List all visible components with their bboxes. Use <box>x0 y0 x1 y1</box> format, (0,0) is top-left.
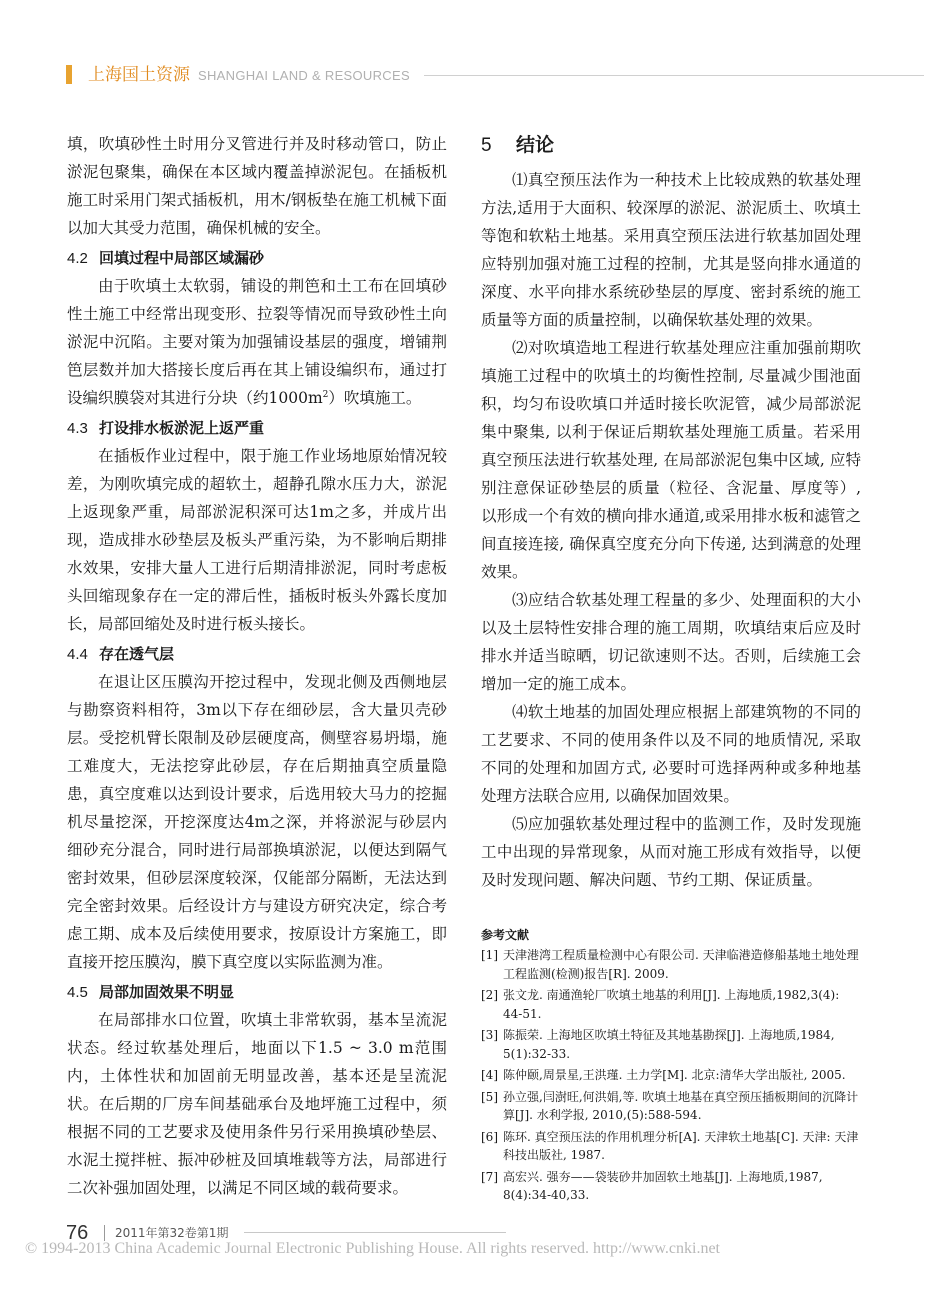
conclusion-4: ⑷软土地基的加固处理应根据上部建筑物的不同的工艺要求、不同的使用条件以及不同的地质情况, 采取不同的处理和加固方式, 必要时可选择两种或多种地基处理方法联合应用, 以确保加固效果。 <box>481 703 861 805</box>
page-number: 76 <box>66 1222 89 1244</box>
footer-rule <box>244 1232 506 1233</box>
section-title: 结论 <box>516 134 555 156</box>
paragraph-text: 由于吹填土太软弱，铺设的荆笆和土工布在回填砂性土施工中经常出现变形、拉裂等情况而导致砂性土向淤泥中沉陷。主要对策为加强铺设基层的强度，增铺荆笆层数并加大搭接长度后再在其上铺设编织布，通过打设编织膜袋对其进行分块（约1000m <box>67 277 447 407</box>
section-number: 4.3 <box>67 420 88 437</box>
superscript: 2 <box>322 389 329 400</box>
reference-number: [6] <box>481 1129 498 1144</box>
reference-item <box>481 1026 861 1063</box>
right-column <box>481 130 861 1208</box>
reference-text: 孙立强,闫澍旺,何洪娟,等. 吹填土地基在真空预压插板期间的沉降计算[J]. 水利学报, 2010,(5):588-594. <box>503 1089 859 1122</box>
footer-separator <box>104 1225 105 1241</box>
section-4-3-heading <box>67 414 447 442</box>
section-title: 回填过程中局部区域漏砂 <box>99 249 265 267</box>
header-rule <box>424 75 924 76</box>
running-header <box>66 64 926 86</box>
reference-item <box>481 946 861 983</box>
reference-text: 陈仲颐,周景星,王洪瑾. 土力学[M]. 北京:清华大学出版社, 2005. <box>503 1068 846 1082</box>
journal-title-cn: 上海国土资源 <box>88 65 190 85</box>
reference-number: [2] <box>481 988 498 1002</box>
reference-item <box>481 1128 861 1165</box>
reference-item <box>481 1168 861 1205</box>
section-number: 4.4 <box>67 646 88 663</box>
reference-number: [4] <box>481 1068 498 1082</box>
reference-text: 陈振荣. 上海地区吹填土特征及其地基勘探[J]. 上海地质,1984, 5(1):32-33. <box>503 1028 835 1061</box>
conclusion-2: ⑵对吹填造地工程进行软基处理应注重加强前期吹填施工过程中的吹填土的均衡性控制, 尽量减少围池面积，均匀布设吹填口并适时接长吹泥管，减少局部淤泥集中聚集, 以利于保证后期软基处理施工质量。若采用真空预压法进行软基处理, 在局部淤泥包集中区域, 应特别注意保证砂垫层的质量（粒径、含泥量、厚度等）, 以形成一个有效的横向排水通道,或采用排水板和滤管之间直接连接, 确保真空度充分向下传递, 达到满意的处理效果。 <box>481 339 861 581</box>
issue-info: 2011年第32卷第1期 <box>115 1226 229 1240</box>
section-number: 4.2 <box>67 250 88 267</box>
header-accent-bar <box>66 65 72 84</box>
section-title: 存在透气层 <box>99 645 175 663</box>
copyright-watermark: © 1994-2013 China Academic Journal Electronic Publishing House. All rights reserved. http://www.cnki.net <box>25 1240 720 1257</box>
reference-item <box>481 1066 861 1085</box>
section-number: 4.5 <box>67 984 88 1001</box>
reference-text: 张文龙. 南通渔轮厂吹填土地基的利用[J]. 上海地质,1982,3(4): 44-51. <box>503 988 840 1021</box>
section-4-5-heading <box>67 978 447 1006</box>
reference-list <box>481 946 861 1205</box>
reference-number: [3] <box>481 1028 498 1042</box>
section-4-5-paragraph: 在局部排水口位置，吹填土非常软弱，基本呈流泥状态。经过软基处理后，地面以下1.5 ~ 3.0 m范围内，土体性状和加固前无明显改善，基本还是呈流泥状。在后期的厂房车间基础承台及地坪施工过程中，须根据不同的工艺要求及使用条件另行采用换填砂垫层、水泥土搅拌桩、振冲砂桩及回填堆载等方法，局部进行二次补强加固处理，以满足不同区域的载荷要求。 <box>67 1011 447 1197</box>
paragraph-continued: 填，吹填砂性土时用分叉管进行并及时移动管口，防止淤泥包聚集，确保在本区域内覆盖掉淤泥包。在插板机施工时采用门架式插板机，用木/钢板垫在施工机械下面以加大其受力范围，确保机械的安全。 <box>67 135 447 237</box>
left-column <box>67 130 447 1202</box>
section-title: 打设排水板淤泥上返严重 <box>99 419 265 437</box>
journal-title-en: SHANGHAI LAND & RESOURCES <box>198 68 410 83</box>
section-title: 局部加固效果不明显 <box>99 983 235 1001</box>
reference-number: [5] <box>481 1089 498 1104</box>
reference-number: [1] <box>481 948 498 962</box>
conclusion-5: ⑸应加强软基处理过程中的监测工作，及时发现施工中出现的异常现象，从而对施工形成有效指导，以便及时发现问题、解决问题、节约工期、保证质量。 <box>481 815 861 889</box>
conclusion-1: ⑴真空预压法作为一种技术上比较成熟的软基处理方法,适用于大面积、较深厚的淤泥、淤泥质土、吹填土等饱和软粘土地基。采用真空预压法进行软基加固处理应特别加强对施工过程的控制，尤其是竖向排水通道的深度、水平向排水系统砂垫层的厚度、密封系统的施工质量等方面的质量控制，以确保软基处理的效果。 <box>481 171 861 329</box>
section-number: 5 <box>481 135 492 156</box>
reference-item <box>481 1088 861 1125</box>
reference-text: 天津港湾工程质量检测中心有限公司. 天津临港造修船基地土地处理工程监测(检测)报告[R]. 2009. <box>503 948 859 981</box>
section-4-4-paragraph: 在退让区压膜沟开挖过程中，发现北侧及西侧地层与勘察资料相符，3m以下存在细砂层，含大量贝壳砂层。受挖机臂长限制及砂层硬度高，侧壁容易坍塌，施工难度大，无法挖穿此砂层，存在后期抽真空质量隐患，真空度难以达到设计要求，后选用较大马力的挖掘机尽量挖深，开挖深度达4m之深，并将淤泥与砂层内细砂充分混合，同时进行局部换填淤泥，以便达到隔气密封效果，但砂层深度较深，仅能部分隔断，无法达到完全密封效果。后经设计方与建设方研究决定，综合考虑工期、成本及后续使用要求，按原设计方案施工，即直接开挖压膜沟，膜下真空度以实际监测为准。 <box>67 673 447 971</box>
conclusion-3: ⑶应结合软基处理工程量的多少、处理面积的大小以及土层特性安排合理的施工周期，吹填结束后应及时排水并适当晾晒，切记欲速则不达。否则，后续施工会增加一定的施工成本。 <box>481 591 861 693</box>
reference-item <box>481 986 861 1023</box>
paragraph-text: ）吹填施工。 <box>328 389 422 407</box>
section-5-heading <box>481 130 861 160</box>
reference-text: 高宏兴. 强夯——袋装砂井加固软土地基[J]. 上海地质,1987, 8(4):34-40,33. <box>503 1169 823 1202</box>
references-heading: 参考文献 <box>481 928 530 942</box>
reference-text: 陈环. 真空预压法的作用机理分析[A]. 天津软土地基[C]. 天津: 天津科技出版社, 1987. <box>503 1129 859 1162</box>
section-4-4-heading <box>67 640 447 668</box>
reference-number: [7] <box>481 1169 498 1184</box>
section-4-2-heading <box>67 244 447 272</box>
section-4-2-paragraph <box>67 272 447 412</box>
section-4-3-paragraph: 在插板作业过程中，限于施工作业场地原始情况较差，为刚吹填完成的超软土，超静孔隙水压力大，淤泥上返现象严重，局部淤泥积深可达1m之多，并成片出现，造成排水砂垫层及板头严重污染，为不影响后期排水效果，安排大量人工进行后期清排淤泥，同时考虑板头回缩现象存在一定的滞后性，插板时板头外露长度加长，局部回缩处及时进行板头接长。 <box>67 447 447 633</box>
